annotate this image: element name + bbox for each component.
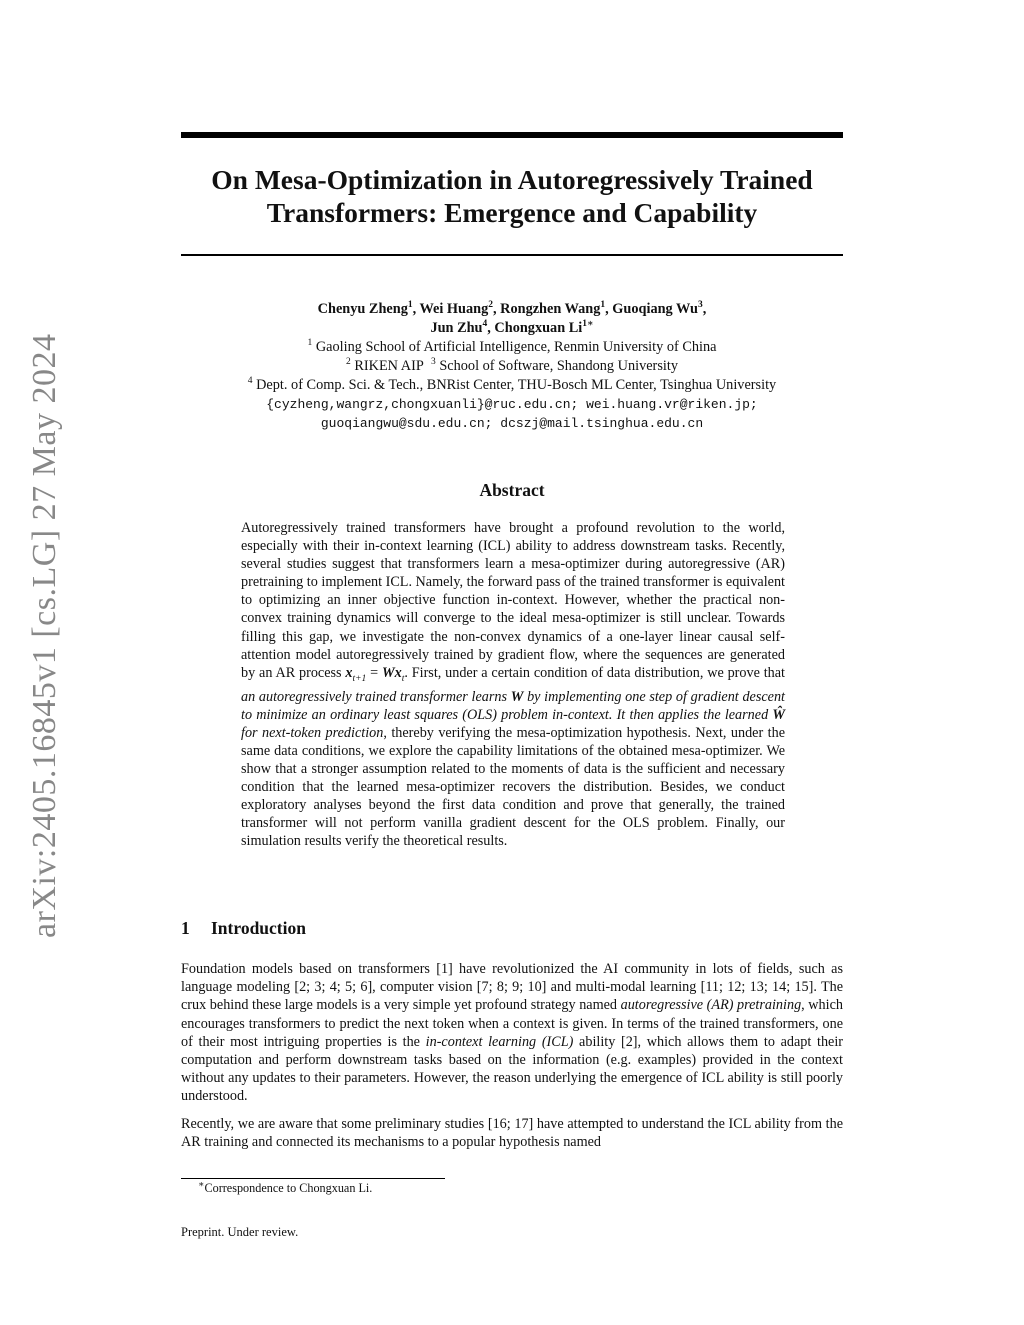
title-top-rule — [181, 132, 843, 138]
footnote: ∗Correspondence to Chongxuan Li. — [198, 1179, 373, 1195]
intro-paragraph-1: Foundation models based on transformers [1] have revolutionized the AI community in lots of fields, such as language modeling [2; 3; 4; 5; 6], computer vision [7; 8; 9; 10] and multi-modal learning [11; 12; 13; 14; 15]. The crux behind these large models is a very simple yet profound strategy named autoregressive (AR) pretraining, which encourages transformers to predict the next token when a context is given. In terms of the trained transformers, one of their most intriguing properties is the in-context learning (ICL) ability [2], which allows them to adapt their computation and perform downstream tasks based on the information (e.g. examples) provided in the context without any updates to their parameters. However, the reason underlying the emergence of ICL ability is still poorly understood. — [181, 961, 844, 1105]
author-name: Chongxuan Li — [494, 320, 583, 336]
abstract-text: Autoregressively trained transformers have brought a profound revolution to the world, especially with their in-context learning (ICL) ability to address downstream tasks. Recently, several studies suggest that transformers learn a mesa-optimizer during autoregressive (AR) pretraining to implement ICL. Namely, the forward pass of the trained transformer is equivalent to optimizing an inner objective function in-context. However, whether the practical non-convex training dynamics will converge to the ideal mesa-optimizer is still unclear. Towards filling this gap, we investigate the non-convex dynamics of a one-layer linear causal self-attention model autoregressively trained by gradient flow, where the sequences are generated by an AR process $x_{t+1} = Wx_t$. First, under a certain condition of data distribution, we prove that an autoregressively trained transformer learns W by implementing one step of gradient descent to minimize an ordinary least squares (OLS) problem in-context. It then applies the learned Ŵ for next-token prediction, thereby verifying the mesa-optimization hypothesis. Next, under the same data conditions, we explore the capability limitations of the obtained mesa-optimizer. We show that a stronger assumption related to the moments of data is the sufficient and necessary condition that the learned mesa-optimizer recovers the distribution. Besides, we conduct exploratory analyses beyond the first data condition and prove that generally, the trained transformer will not perform vanilla gradient descent for the OLS problem. Finally, our simulation results verify the theoretical results. — [241, 520, 785, 850]
author-affiliation-mark: 1 — [407, 300, 413, 311]
matrix-W-hat: Ŵ — [772, 706, 785, 723]
author-emails-line-2: guoqiangwu@sdu.edu.cn; dcszj@mail.tsinghua.edu.cn — [320, 416, 704, 431]
affiliation-2-3: $^2$ RIKEN AIP $^3$ School of Software, Shandong University — [346, 357, 678, 374]
affiliation-1: $^1$ Gaoling School of Artificial Intelligence, Renmin University of China — [307, 338, 717, 355]
author-names-line-1: Chenyu Zheng$^1$, Wei Huang$^2$, Rongzhen Wang$^1$, Guoqiang Wu$^3$, — [317, 300, 707, 317]
author-name: Chenyu Zheng — [317, 301, 408, 317]
author-affiliation-mark: 2 — [488, 300, 493, 311]
title-line-2: Transformers: Emergence and Capability — [266, 197, 758, 228]
author-affiliation-mark: 1 — [600, 300, 606, 311]
matrix-W: W — [510, 688, 524, 705]
paper-title — [181, 163, 843, 229]
title-bottom-rule — [181, 254, 843, 256]
author-names-line-2: Jun Zhu$^4$, Chongxuan $Li^{1∗}$ — [430, 319, 594, 336]
section-heading-introduction: 1 Introduction — [181, 918, 306, 938]
author-name: Wei Huang — [419, 301, 489, 317]
author-name: Jun Zhu — [430, 320, 483, 336]
abstract-heading: Abstract — [479, 480, 545, 500]
author-affiliation-mark: 3 — [698, 300, 703, 311]
author-emails-line-1: {cyzheng,wangrz,chongxuanli}@ruc.edu.cn; wei.huang.vr@riken.jp; — [266, 397, 758, 412]
equation-x: x — [345, 664, 353, 681]
title-line-1: On Mesa-Optimization in Autoregressively Trained — [211, 164, 813, 195]
preprint-notice: Preprint. Under review. — [181, 1225, 299, 1239]
author-name: Guoqiang Wu — [612, 301, 698, 317]
author-affiliation-mark: 4 — [482, 319, 488, 330]
author-block — [181, 300, 843, 433]
introduction-body — [181, 960, 843, 1160]
intro-paragraph-2: Recently, we are aware that some preliminary studies [16; 17] have attempted to understand the ICL ability from the AR training and connected its mechanisms to a popular hypothesis named — [181, 1115, 843, 1150]
affiliation-4: $^4$ Dept. of Comp. Sci. & Tech., BNRist Center, THU-Bosch ML Center, Tsinghua University — [247, 376, 777, 393]
author-affiliation-mark: 1∗ — [582, 319, 594, 330]
footnote-rule — [181, 1178, 445, 1179]
arxiv-side-stamp: arXiv:2405.16845v1 [cs.LG] 27 May 2024 — [26, 333, 63, 938]
author-name: Rongzhen Wang — [500, 301, 601, 317]
